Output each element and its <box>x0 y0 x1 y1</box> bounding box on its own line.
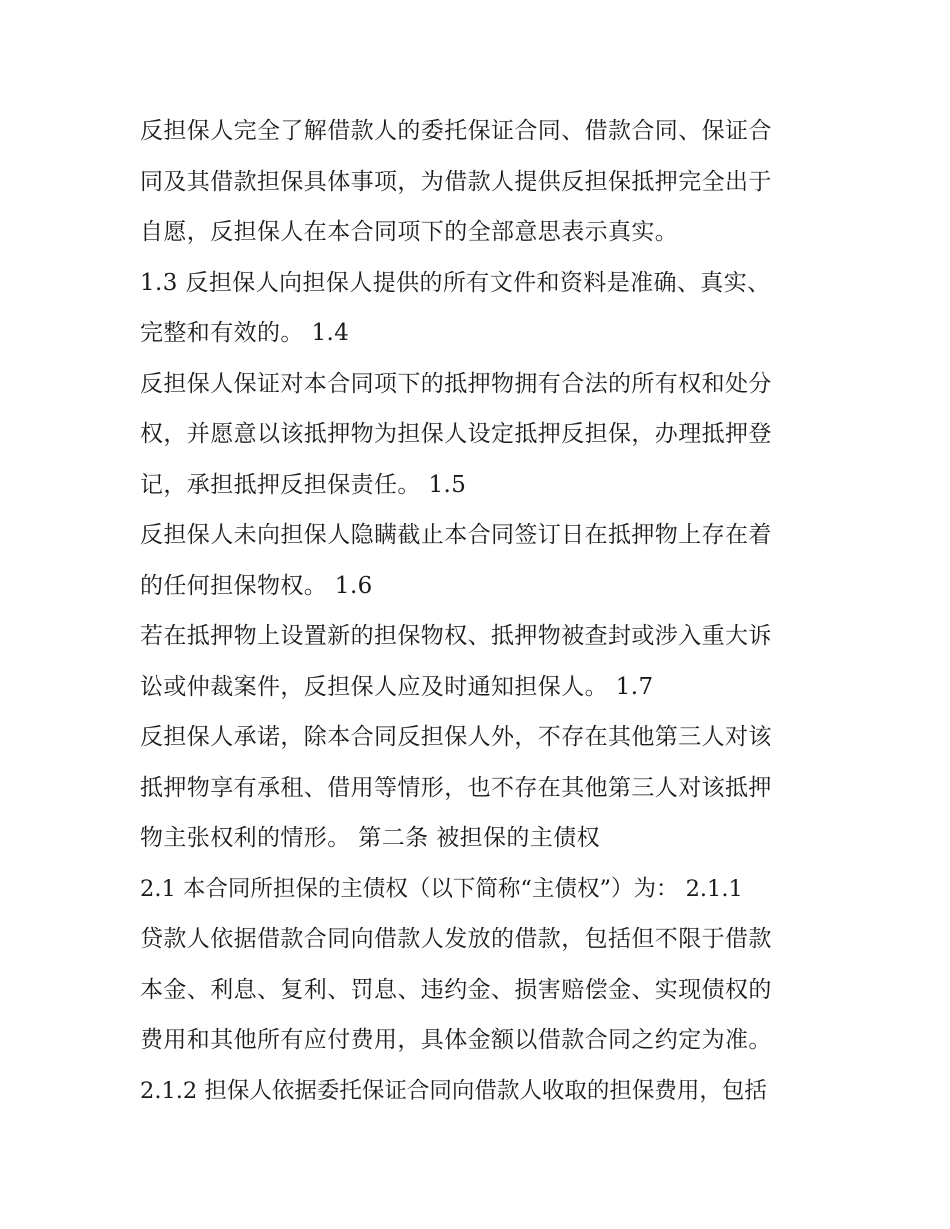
text-line: 权，并愿意以该抵押物为担保人设定抵押反担保，办理抵押登 <box>140 421 772 447</box>
text-line: 自愿，反担保人在本合同项下的全部意思表示真实。 <box>140 219 679 245</box>
text-line: 贷款人依据借款合同向借款人发放的借款，包括但不限于借款 <box>140 926 772 952</box>
text-line: 同及其借款担保具体事项，为借款人提供反担保抵押完全出于 <box>140 168 772 195</box>
text-line: 费用和其他所有应付费用，具体金额以借款合同之约定为准。 <box>140 1027 772 1053</box>
text-line: 本金、利息、复利、罚息、违约金、损害赔偿金、实现债权的 <box>140 976 772 1003</box>
text-line: 讼或仲裁案件，反担保人应及时通知担保人。 1.7 <box>140 673 654 700</box>
document-body <box>140 106 830 1116</box>
text-line: 的任何担保物权。 1.6 <box>140 572 373 599</box>
text-line: 记，承担抵押反担保责任。 1.5 <box>140 471 467 498</box>
text-line: 2.1.2 担保人依据委托保证合同向借款人收取的担保费用，包括 <box>140 1077 767 1104</box>
text-line: 若在抵押物上设置新的担保物权、抵押物被查封或涉入重大诉 <box>140 623 772 649</box>
text-line: 反担保人完全了解借款人的委托保证合同、借款合同、保证合 <box>140 118 772 144</box>
text-line: 反担保人未向担保人隐瞒截止本合同签订日在抵押物上存在着 <box>140 522 772 548</box>
text-line: 抵押物享有承租、借用等情形，也不存在其他第三人对该抵押 <box>140 774 772 801</box>
text-line: 完整和有效的。 1.4 <box>140 320 350 346</box>
text-line: 反担保人承诺，除本合同反担保人外，不存在其他第三人对该 <box>140 724 772 750</box>
text-line: 物主张权利的情形。 第二条 被担保的主债权 <box>140 825 601 851</box>
text-line: 1.3 反担保人向担保人提供的所有文件和资料是准确、真实、 <box>140 269 771 296</box>
text-line: 2.1 本合同所担保的主债权（以下简称“主债权”）为： 2.1.1 <box>140 875 743 902</box>
text-line: 反担保人保证对本合同项下的抵押物拥有合法的所有权和处分 <box>140 370 772 397</box>
